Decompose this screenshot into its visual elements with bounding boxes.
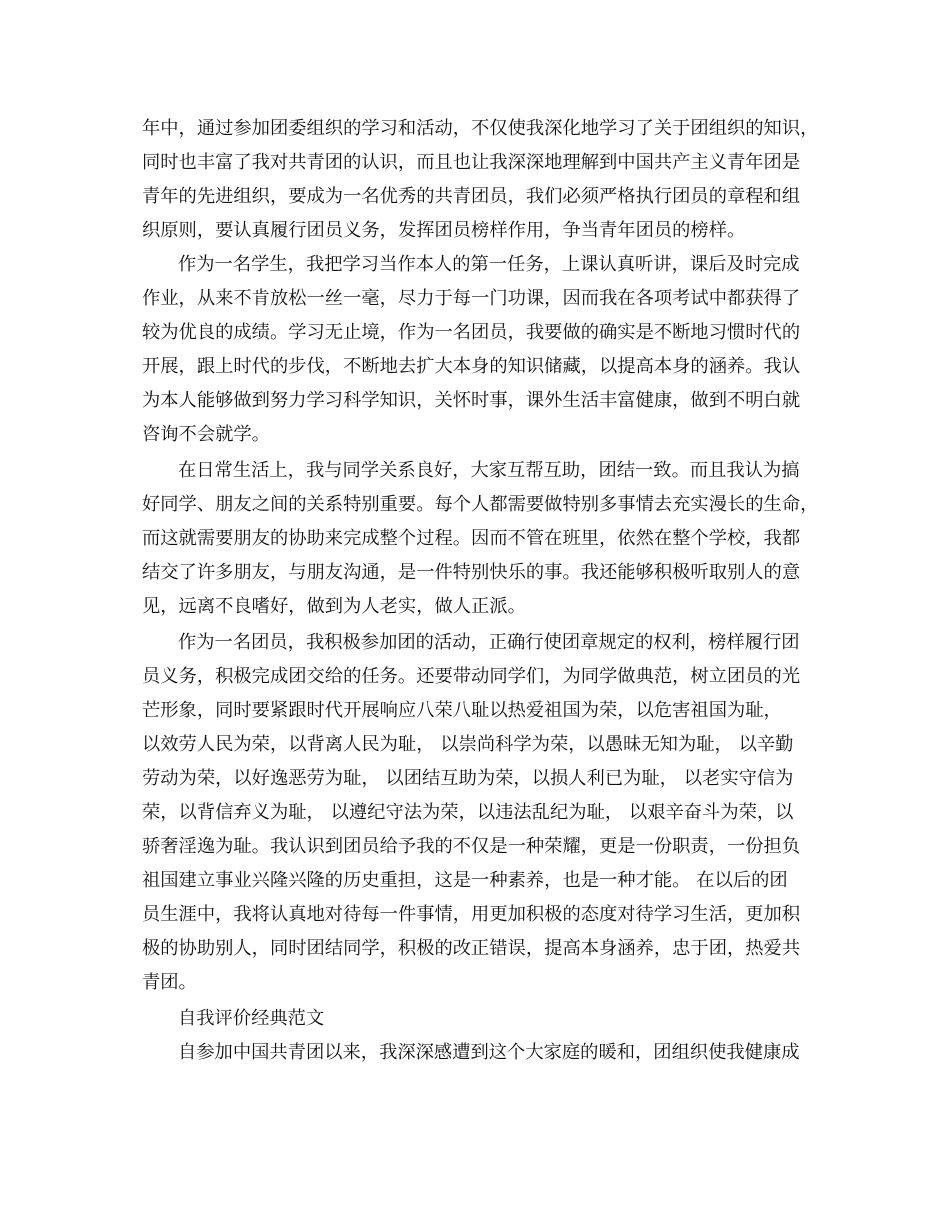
text-line: 骄奢淫逸为耻。我认识到团员给予我的不仅是一种荣耀，更是一份职责，一份担负 (142, 836, 801, 857)
text-line: 见，远离不良嗜好，做到为人老实，做人正派。 (142, 596, 526, 617)
text-line: 青团。 (142, 972, 197, 993)
text-line: 以效劳人民为荣，以背离人民为耻， 以崇尚科学为荣，以愚昧无知为耻， 以辛勤 (142, 734, 794, 755)
text-line: 同时也丰富了我对共青团的认识，而且也让我深深地理解到中国共产主义青年团是 (142, 152, 801, 173)
text-line: 员生涯中，我将认真地对待每一件事情，用更加积极的态度对待学习生活，更加积 (142, 904, 801, 925)
text-line: 青年的先进组织，要成为一名优秀的共青团员，我们必须严格执行团员的章程和组 (142, 186, 801, 207)
text-line: 而这就需要朋友的协助来完成整个过程。因而不管在班里，依然在整个学校，我都 (142, 528, 801, 549)
text-line: 开展，跟上时代的步伐，不断地去扩大本身的知识储藏，以提高本身的涵养。我认 (142, 356, 801, 377)
text-line: 荣，以背信弃义为耻， 以遵纪守法为荣，以违法乱纪为耻， 以艰辛奋斗为荣，以 (142, 802, 794, 823)
paragraph-start-line: 自参加中国共青团以来，我深深感遭到这个大家庭的暖和，团组织使我健康成 (178, 1042, 800, 1063)
text-line: 结交了许多朋友，与朋友沟通，是一件特别快乐的事。我还能够积极听取别人的意 (142, 562, 801, 583)
text-line: 为本人能够做到努力学习科学知识，关怀时事，课外生活丰富健康，做到不明白就 (142, 390, 801, 411)
text-line: 芒形象，同时要紧跟时代开展响应八荣八耻以热爱祖国为荣，以危害祖国为耻， (142, 700, 782, 721)
text-line: 祖国建立事业兴隆兴隆的历史重担，这是一种素养，也是一种才能。 在以后的团 (142, 870, 788, 891)
text-line: 年中，通过参加团委组织的学习和活动，不仅使我深化地学习了关于团组织的知识， (142, 118, 819, 139)
text-line: 好同学、朋友之间的关系特别重要。每个人都需要做特别多事情去充实漫长的生命， (142, 494, 819, 515)
text-line: 较为优良的成绩。学习无止境，作为一名团员，我要做的确实是不断地习惯时代的 (142, 322, 801, 343)
text-line: 作业，从来不肯放松一丝一毫，尽力于每一门功课，因而我在各项考试中都获得了 (142, 288, 801, 309)
paragraph-start-line: 在日常生活上，我与同学关系良好，大家互帮互助，团结一致。而且我认为搞 (178, 460, 800, 481)
paragraph-start-line: 作为一名学生，我把学习当作本人的第一任务，上课认真听讲，课后及时完成 (178, 254, 800, 275)
text-line: 咨询不会就学。 (142, 424, 270, 445)
text-line: 劳动为荣，以好逸恶劳为耻， 以团结互助为荣，以损人利已为耻， 以老实守信为 (142, 768, 794, 789)
text-line: 员义务，积极完成团交给的任务。还要带动同学们，为同学做典范，树立团员的光 (142, 666, 801, 687)
text-line: 极的协助别人，同时团结同学，积极的改正错误，提高本身涵养，忠于团，热爱共 (142, 938, 801, 959)
paragraph-start-line: 作为一名团员，我积极参加团的活动，正确行使团章规定的权利，榜样履行团 (178, 632, 800, 653)
text-line: 织原则，要认真履行团员义务，发挥团员榜样作用，争当青年团员的榜样。 (142, 220, 746, 241)
section-heading: 自我评价经典范文 (178, 1008, 325, 1029)
